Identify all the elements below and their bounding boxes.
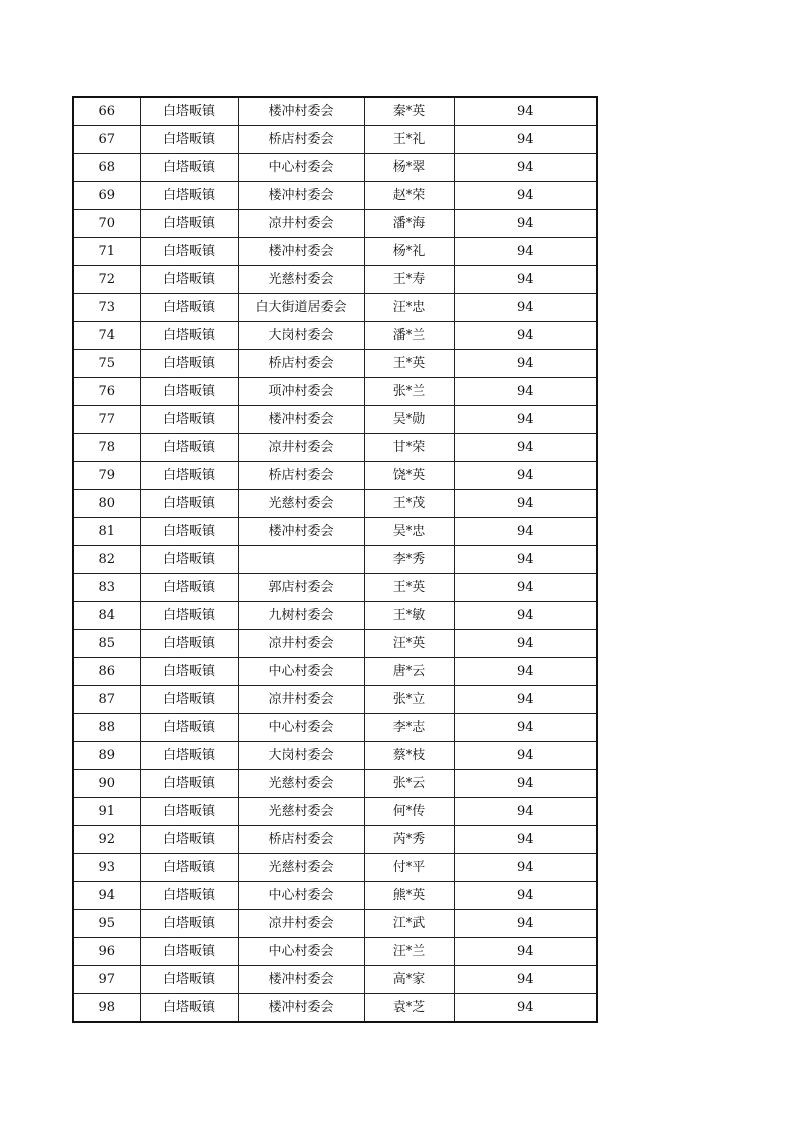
person-name-cell: 张*兰 [364, 378, 454, 406]
town-cell: 白塔畈镇 [140, 686, 238, 714]
row-number-cell: 88 [73, 714, 140, 742]
table-row [73, 294, 597, 322]
person-name-cell: 杨*礼 [364, 238, 454, 266]
table-row [73, 686, 597, 714]
village-committee-cell: 凉井村委会 [238, 630, 364, 658]
table-row [73, 378, 597, 406]
person-name-cell: 秦*英 [364, 97, 454, 126]
village-committee-cell: 光慈村委会 [238, 798, 364, 826]
village-committee-cell: 楼冲村委会 [238, 238, 364, 266]
village-committee-cell: 中心村委会 [238, 938, 364, 966]
person-name-cell: 潘*兰 [364, 322, 454, 350]
person-name-cell: 张*立 [364, 686, 454, 714]
table-row [73, 322, 597, 350]
score-cell: 94 [454, 686, 597, 714]
row-number-cell: 93 [73, 854, 140, 882]
town-cell: 白塔畈镇 [140, 97, 238, 126]
person-name-cell: 王*英 [364, 574, 454, 602]
score-cell: 94 [454, 462, 597, 490]
person-name-cell: 王*敏 [364, 602, 454, 630]
score-cell: 94 [454, 742, 597, 770]
town-cell: 白塔畈镇 [140, 826, 238, 854]
village-committee-cell: 楼冲村委会 [238, 994, 364, 1023]
village-committee-cell: 中心村委会 [238, 154, 364, 182]
village-committee-cell: 中心村委会 [238, 658, 364, 686]
town-cell: 白塔畈镇 [140, 406, 238, 434]
village-committee-cell: 楼冲村委会 [238, 406, 364, 434]
table-row [73, 742, 597, 770]
town-cell: 白塔畈镇 [140, 462, 238, 490]
village-committee-cell: 楼冲村委会 [238, 966, 364, 994]
table-row [73, 490, 597, 518]
row-number-cell: 81 [73, 518, 140, 546]
village-committee-cell: 桥店村委会 [238, 126, 364, 154]
score-cell: 94 [454, 602, 597, 630]
score-cell: 94 [454, 238, 597, 266]
score-cell: 94 [454, 378, 597, 406]
row-number-cell: 71 [73, 238, 140, 266]
roster-table-body [73, 97, 597, 1022]
row-number-cell: 80 [73, 490, 140, 518]
table-row [73, 770, 597, 798]
score-cell: 94 [454, 322, 597, 350]
table-row [73, 658, 597, 686]
person-name-cell: 吴*忠 [364, 518, 454, 546]
row-number-cell: 73 [73, 294, 140, 322]
row-number-cell: 68 [73, 154, 140, 182]
score-cell: 94 [454, 826, 597, 854]
person-name-cell: 杨*翠 [364, 154, 454, 182]
row-number-cell: 74 [73, 322, 140, 350]
town-cell: 白塔畈镇 [140, 798, 238, 826]
table-row [73, 126, 597, 154]
score-cell: 94 [454, 994, 597, 1023]
village-committee-cell: 郭店村委会 [238, 574, 364, 602]
row-number-cell: 78 [73, 434, 140, 462]
person-name-cell: 汪*忠 [364, 294, 454, 322]
score-cell: 94 [454, 770, 597, 798]
score-cell: 94 [454, 406, 597, 434]
table-row [73, 966, 597, 994]
table-row [73, 154, 597, 182]
row-number-cell: 77 [73, 406, 140, 434]
table-row [73, 714, 597, 742]
person-name-cell: 熊*英 [364, 882, 454, 910]
town-cell: 白塔畈镇 [140, 994, 238, 1023]
row-number-cell: 86 [73, 658, 140, 686]
person-name-cell: 袁*芝 [364, 994, 454, 1023]
table-row [73, 798, 597, 826]
table-row [73, 910, 597, 938]
row-number-cell: 76 [73, 378, 140, 406]
score-cell: 94 [454, 97, 597, 126]
table-row [73, 266, 597, 294]
row-number-cell: 95 [73, 910, 140, 938]
person-name-cell: 蔡*枝 [364, 742, 454, 770]
village-committee-cell: 凉井村委会 [238, 910, 364, 938]
town-cell: 白塔畈镇 [140, 378, 238, 406]
row-number-cell: 79 [73, 462, 140, 490]
town-cell: 白塔畈镇 [140, 294, 238, 322]
person-name-cell: 高*家 [364, 966, 454, 994]
village-committee-cell: 大岗村委会 [238, 322, 364, 350]
row-number-cell: 72 [73, 266, 140, 294]
village-committee-cell: 桥店村委会 [238, 826, 364, 854]
town-cell: 白塔畈镇 [140, 770, 238, 798]
table-row [73, 826, 597, 854]
row-number-cell: 98 [73, 994, 140, 1023]
score-cell: 94 [454, 938, 597, 966]
person-name-cell: 芮*秀 [364, 826, 454, 854]
town-cell: 白塔畈镇 [140, 714, 238, 742]
village-committee-cell: 凉井村委会 [238, 210, 364, 238]
town-cell: 白塔畈镇 [140, 238, 238, 266]
score-cell: 94 [454, 490, 597, 518]
person-name-cell: 甘*荣 [364, 434, 454, 462]
person-name-cell: 王*茂 [364, 490, 454, 518]
roster-table [72, 96, 598, 1023]
row-number-cell: 89 [73, 742, 140, 770]
score-cell: 94 [454, 966, 597, 994]
score-cell: 94 [454, 434, 597, 462]
town-cell: 白塔畈镇 [140, 658, 238, 686]
village-committee-cell: 中心村委会 [238, 882, 364, 910]
town-cell: 白塔畈镇 [140, 322, 238, 350]
village-committee-cell: 光慈村委会 [238, 854, 364, 882]
score-cell: 94 [454, 574, 597, 602]
table-row [73, 938, 597, 966]
village-committee-cell: 白大街道居委会 [238, 294, 364, 322]
score-cell: 94 [454, 266, 597, 294]
town-cell: 白塔畈镇 [140, 742, 238, 770]
table-row [73, 854, 597, 882]
document-sheet [72, 96, 596, 1023]
town-cell: 白塔畈镇 [140, 574, 238, 602]
row-number-cell: 69 [73, 182, 140, 210]
village-committee-cell: 光慈村委会 [238, 266, 364, 294]
town-cell: 白塔畈镇 [140, 966, 238, 994]
table-row [73, 406, 597, 434]
score-cell: 94 [454, 210, 597, 238]
village-committee-cell: 凉井村委会 [238, 434, 364, 462]
table-row [73, 434, 597, 462]
row-number-cell: 70 [73, 210, 140, 238]
person-name-cell: 王*英 [364, 350, 454, 378]
row-number-cell: 66 [73, 97, 140, 126]
village-committee-cell: 大岗村委会 [238, 742, 364, 770]
person-name-cell: 王*礼 [364, 126, 454, 154]
score-cell: 94 [454, 910, 597, 938]
village-committee-cell: 光慈村委会 [238, 770, 364, 798]
village-committee-cell: 桥店村委会 [238, 462, 364, 490]
village-committee-cell: 中心村委会 [238, 714, 364, 742]
row-number-cell: 85 [73, 630, 140, 658]
person-name-cell: 何*传 [364, 798, 454, 826]
score-cell: 94 [454, 882, 597, 910]
village-committee-cell: 光慈村委会 [238, 490, 364, 518]
table-row [73, 97, 597, 126]
person-name-cell: 王*寿 [364, 266, 454, 294]
town-cell: 白塔畈镇 [140, 350, 238, 378]
score-cell: 94 [454, 126, 597, 154]
row-number-cell: 84 [73, 602, 140, 630]
person-name-cell: 吴*勋 [364, 406, 454, 434]
town-cell: 白塔畈镇 [140, 602, 238, 630]
town-cell: 白塔畈镇 [140, 434, 238, 462]
table-row [73, 182, 597, 210]
town-cell: 白塔畈镇 [140, 266, 238, 294]
row-number-cell: 94 [73, 882, 140, 910]
village-committee-cell: 楼冲村委会 [238, 518, 364, 546]
town-cell: 白塔畈镇 [140, 854, 238, 882]
table-row [73, 994, 597, 1023]
town-cell: 白塔畈镇 [140, 882, 238, 910]
village-committee-cell: 楼冲村委会 [238, 182, 364, 210]
town-cell: 白塔畈镇 [140, 938, 238, 966]
row-number-cell: 83 [73, 574, 140, 602]
row-number-cell: 96 [73, 938, 140, 966]
score-cell: 94 [454, 798, 597, 826]
town-cell: 白塔畈镇 [140, 210, 238, 238]
row-number-cell: 67 [73, 126, 140, 154]
row-number-cell: 92 [73, 826, 140, 854]
town-cell: 白塔畈镇 [140, 154, 238, 182]
row-number-cell: 97 [73, 966, 140, 994]
score-cell: 94 [454, 714, 597, 742]
person-name-cell: 张*云 [364, 770, 454, 798]
person-name-cell: 赵*荣 [364, 182, 454, 210]
person-name-cell: 饶*英 [364, 462, 454, 490]
score-cell: 94 [454, 182, 597, 210]
score-cell: 94 [454, 350, 597, 378]
person-name-cell: 潘*海 [364, 210, 454, 238]
score-cell: 94 [454, 854, 597, 882]
village-committee-cell: 九树村委会 [238, 602, 364, 630]
table-row [73, 602, 597, 630]
score-cell: 94 [454, 294, 597, 322]
table-row [73, 518, 597, 546]
town-cell: 白塔畈镇 [140, 182, 238, 210]
town-cell: 白塔畈镇 [140, 490, 238, 518]
village-committee-cell: 凉井村委会 [238, 686, 364, 714]
village-committee-cell [238, 546, 364, 574]
table-row [73, 462, 597, 490]
row-number-cell: 87 [73, 686, 140, 714]
person-name-cell: 李*志 [364, 714, 454, 742]
town-cell: 白塔畈镇 [140, 518, 238, 546]
village-committee-cell: 桥店村委会 [238, 350, 364, 378]
town-cell: 白塔畈镇 [140, 630, 238, 658]
table-row [73, 238, 597, 266]
town-cell: 白塔畈镇 [140, 910, 238, 938]
row-number-cell: 82 [73, 546, 140, 574]
town-cell: 白塔畈镇 [140, 126, 238, 154]
row-number-cell: 75 [73, 350, 140, 378]
score-cell: 94 [454, 546, 597, 574]
table-row [73, 350, 597, 378]
table-row [73, 630, 597, 658]
person-name-cell: 唐*云 [364, 658, 454, 686]
score-cell: 94 [454, 658, 597, 686]
score-cell: 94 [454, 630, 597, 658]
town-cell: 白塔畈镇 [140, 546, 238, 574]
person-name-cell: 汪*兰 [364, 938, 454, 966]
table-row [73, 574, 597, 602]
row-number-cell: 90 [73, 770, 140, 798]
table-row [73, 546, 597, 574]
table-row [73, 210, 597, 238]
person-name-cell: 付*平 [364, 854, 454, 882]
score-cell: 94 [454, 518, 597, 546]
person-name-cell: 汪*英 [364, 630, 454, 658]
village-committee-cell: 楼冲村委会 [238, 97, 364, 126]
row-number-cell: 91 [73, 798, 140, 826]
table-row [73, 882, 597, 910]
person-name-cell: 李*秀 [364, 546, 454, 574]
score-cell: 94 [454, 154, 597, 182]
person-name-cell: 江*武 [364, 910, 454, 938]
village-committee-cell: 项冲村委会 [238, 378, 364, 406]
